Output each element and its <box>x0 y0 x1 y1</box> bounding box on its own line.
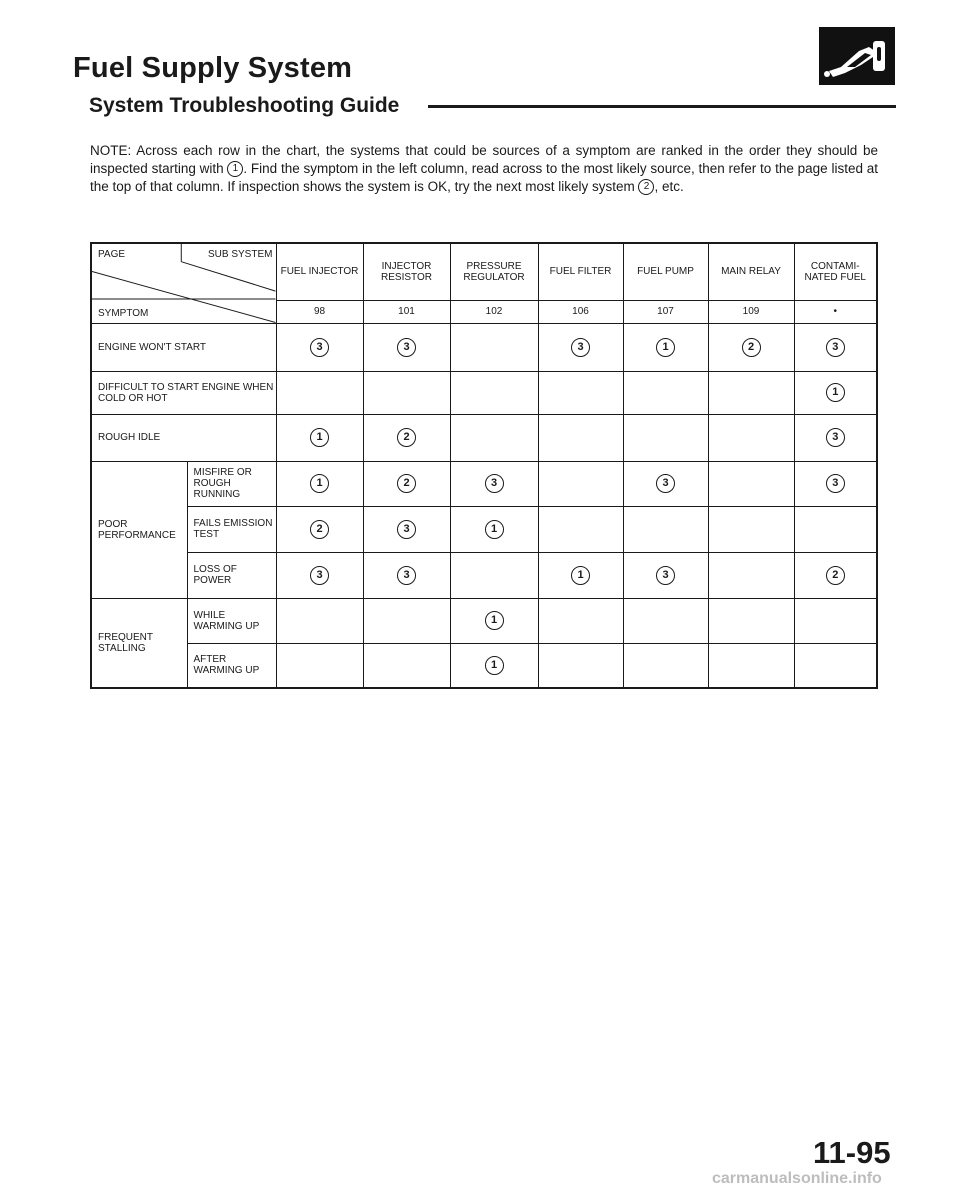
rank-cell <box>538 552 623 598</box>
col-main-relay: MAIN RELAY <box>708 243 794 300</box>
rank-cell <box>363 461 450 506</box>
table-row <box>91 414 877 461</box>
rank-marker: 2 <box>397 474 416 493</box>
table-row <box>91 552 877 598</box>
header-corner <box>91 243 276 323</box>
rank-cell <box>794 506 877 552</box>
rank-cell <box>363 506 450 552</box>
rank-cell <box>623 323 708 371</box>
rank-cell <box>538 461 623 506</box>
table-row <box>91 323 877 371</box>
rank-marker: 1 <box>485 656 504 675</box>
rank-marker: 3 <box>656 566 675 585</box>
rank-cell <box>708 598 794 643</box>
rank-cell <box>794 552 877 598</box>
rank-cell <box>623 506 708 552</box>
rank-cell <box>363 414 450 461</box>
sub-while-warming: WHILE WARMING UP <box>187 598 276 643</box>
rank-marker: 3 <box>397 566 416 585</box>
rank-cell <box>276 323 363 371</box>
rank-cell <box>794 598 877 643</box>
section-rule <box>428 105 896 108</box>
rank-marker: 1 <box>656 338 675 357</box>
rank-cell <box>708 371 794 414</box>
section-title: System Troubleshooting Guide <box>89 94 400 117</box>
rank-cell <box>276 506 363 552</box>
rank-cell <box>450 506 538 552</box>
col-contaminated-fuel: CONTAMI-NATED FUEL <box>794 243 877 300</box>
symptom-engine-wont-start: ENGINE WON'T START <box>91 323 276 371</box>
rank-cell <box>450 414 538 461</box>
symptom-rough-idle: ROUGH IDLE <box>91 414 276 461</box>
note-paragraph: NOTE: Across each row in the chart, the systems that could be sources of a symptom are ranked in the order they should be inspected starting with 1 . Find the symptom in the left column, read across to the most likely source, then refer to the page listed at the top of that column. If inspection shows the system is OK, try the next most likely system 2 , etc. <box>90 143 878 194</box>
rank-cell <box>794 643 877 688</box>
rank-cell <box>794 414 877 461</box>
sub-loss-power: LOSS OF POWER <box>187 552 276 598</box>
rank-cell <box>794 323 877 371</box>
rank-marker: 1 <box>310 474 329 493</box>
rank-marker: 3 <box>397 338 416 357</box>
rank-cell <box>538 506 623 552</box>
rank-cell <box>708 323 794 371</box>
col-fuel-pump: FUEL PUMP <box>623 243 708 300</box>
rank-cell <box>708 552 794 598</box>
col-fuel-injector: FUEL INJECTOR <box>276 243 363 300</box>
rank-cell <box>276 598 363 643</box>
rank-cell <box>623 461 708 506</box>
rank-cell <box>538 371 623 414</box>
col-pressure-regulator: PRESSURE REGULATOR <box>450 243 538 300</box>
rank-2-marker: 2 <box>638 179 654 195</box>
rank-marker: 3 <box>397 520 416 539</box>
sub-emission: FAILS EMISSION TEST <box>187 506 276 552</box>
rank-cell <box>363 598 450 643</box>
rank-cell <box>538 598 623 643</box>
symptom-frequent-stalling: FREQUENT STALLING <box>91 598 187 688</box>
troubleshooting-table <box>90 242 878 689</box>
rank-cell <box>623 552 708 598</box>
rank-marker: 3 <box>310 338 329 357</box>
symptom-difficult-start: DIFFICULT TO START ENGINE WHEN COLD OR HOT <box>91 371 276 414</box>
rank-cell <box>450 552 538 598</box>
rank-marker: 3 <box>826 474 845 493</box>
rank-cell <box>623 643 708 688</box>
col-injector-resistor: INJECTOR RESISTOR <box>363 243 450 300</box>
page-title: Fuel Supply System <box>73 52 353 84</box>
rank-cell <box>276 414 363 461</box>
watermark-footer: carmanualsonline.info <box>712 1170 882 1187</box>
rank-cell <box>708 414 794 461</box>
rank-cell <box>538 323 623 371</box>
rank-cell <box>794 371 877 414</box>
page-number: 11-95 <box>813 1135 891 1170</box>
rank-cell <box>276 461 363 506</box>
page-ref: 98 <box>276 300 363 323</box>
rank-cell <box>450 643 538 688</box>
rank-cell <box>708 506 794 552</box>
page-ref: 106 <box>538 300 623 323</box>
fuel-nozzle-icon <box>819 27 895 85</box>
page-ref: 109 <box>708 300 794 323</box>
rank-cell <box>708 643 794 688</box>
rank-cell <box>363 371 450 414</box>
rank-1-marker: 1 <box>227 161 243 177</box>
rank-cell <box>363 643 450 688</box>
rank-cell <box>450 461 538 506</box>
rank-marker: 2 <box>397 428 416 447</box>
rank-marker: 1 <box>485 520 504 539</box>
rank-marker: 3 <box>571 338 590 357</box>
rank-marker: 2 <box>310 520 329 539</box>
table-row <box>91 506 877 552</box>
rank-cell <box>623 414 708 461</box>
rank-marker: 3 <box>310 566 329 585</box>
page-ref: • <box>794 300 877 323</box>
rank-marker: 3 <box>656 474 675 493</box>
rank-marker: 3 <box>826 338 845 357</box>
page-ref: 107 <box>623 300 708 323</box>
rank-cell <box>363 552 450 598</box>
table-row <box>91 643 877 688</box>
rank-cell <box>450 323 538 371</box>
rank-cell <box>450 371 538 414</box>
symptom-label: SYMPTOM <box>98 308 149 319</box>
col-fuel-filter: FUEL FILTER <box>538 243 623 300</box>
rank-marker: 1 <box>485 611 504 630</box>
rank-cell <box>623 598 708 643</box>
rank-cell <box>538 643 623 688</box>
page-ref: 102 <box>450 300 538 323</box>
rank-cell <box>708 461 794 506</box>
rank-cell <box>794 461 877 506</box>
rank-cell <box>276 552 363 598</box>
table-row <box>91 371 877 414</box>
rank-cell <box>538 414 623 461</box>
table-row <box>91 598 877 643</box>
rank-marker: 3 <box>485 474 504 493</box>
page-ref: 101 <box>363 300 450 323</box>
table-row <box>91 461 877 506</box>
subsystem-label: SUB SYSTEM <box>208 249 273 260</box>
rank-marker: 1 <box>310 428 329 447</box>
sub-after-warming: AFTER WARMING UP <box>187 643 276 688</box>
page-label: PAGE <box>98 249 126 260</box>
sub-misfire: MISFIRE OR ROUGH RUNNING <box>187 461 276 506</box>
rank-cell <box>450 598 538 643</box>
rank-marker: 2 <box>826 566 845 585</box>
symptom-poor-performance: POOR PERFORMANCE <box>91 461 187 598</box>
rank-cell <box>276 371 363 414</box>
rank-marker: 3 <box>826 428 845 447</box>
rank-marker: 1 <box>826 383 845 402</box>
rank-cell <box>363 323 450 371</box>
rank-marker: 2 <box>742 338 761 357</box>
rank-cell <box>276 643 363 688</box>
rank-cell <box>623 371 708 414</box>
rank-marker: 1 <box>571 566 590 585</box>
